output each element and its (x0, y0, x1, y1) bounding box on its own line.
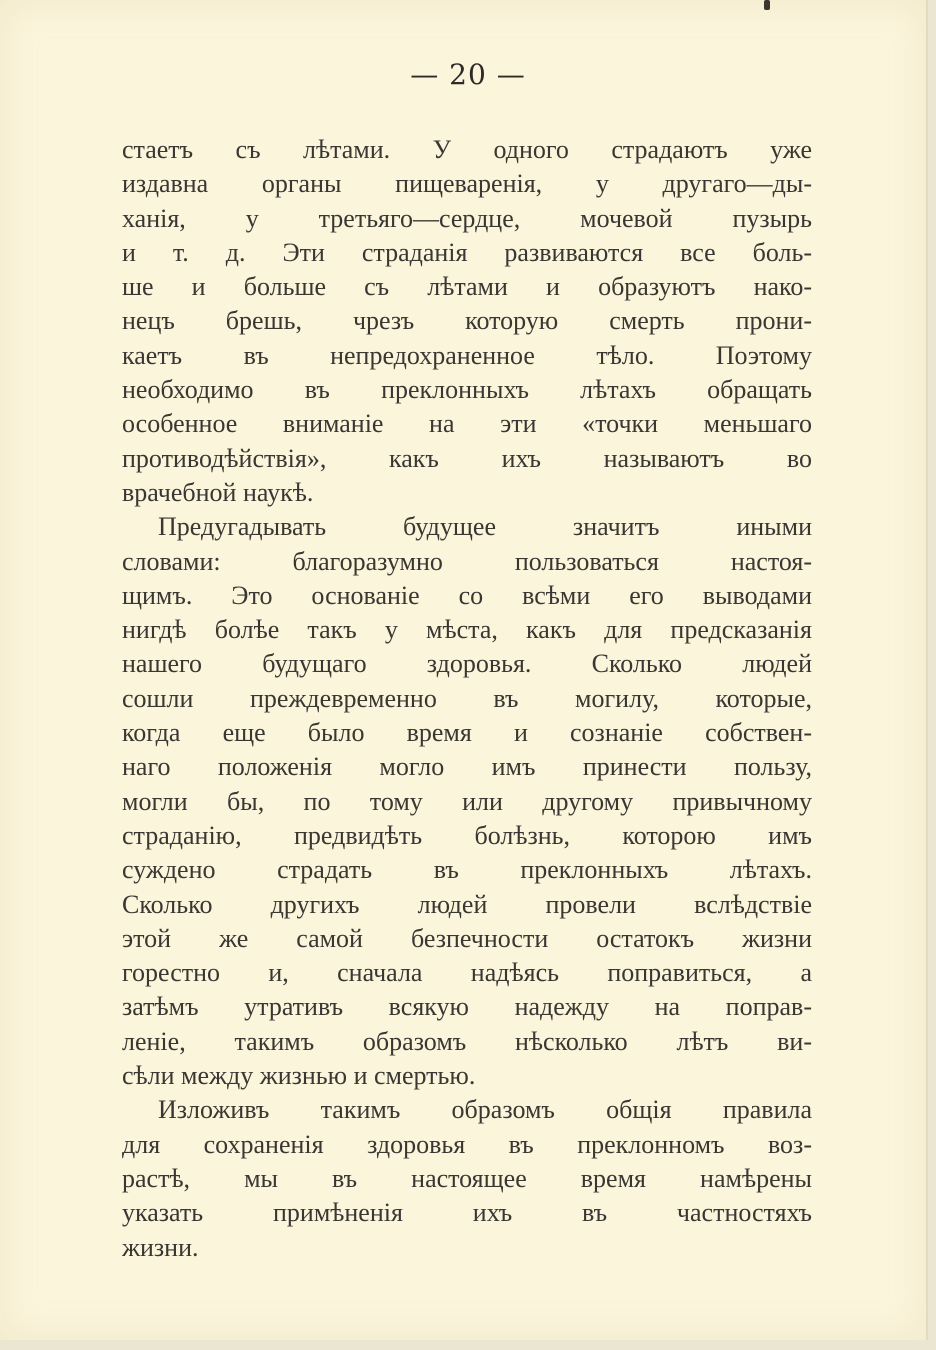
text-line: нашего будущаго здоровья. Сколько людей (122, 649, 812, 679)
text-line: каетъ въ непредохраненное тѣло. Поэтому (122, 340, 812, 370)
text-line: нецъ брешь, чрезъ которую смерть прони- (122, 306, 812, 336)
body-text (122, 133, 812, 1265)
text-line: леніе, такимъ образомъ нѣсколько лѣтъ ви- (122, 1026, 812, 1056)
text-line: ше и больше съ лѣтами и образуютъ нако- (122, 272, 812, 302)
text-line: издавна органы пищеваренія, у другаго—ды- (122, 169, 812, 199)
text-line: могли бы, по тому или другому привычному (122, 786, 812, 816)
text-line: Предугадывать будущее значитъ иными (158, 512, 812, 542)
text-line: горестно и, сначала надѣясь поправиться, а (122, 958, 812, 988)
text-line: указать примѣненія ихъ въ частностяхъ (122, 1198, 812, 1228)
text-line: особенное вниманіе на эти «точки меньшаго (122, 409, 812, 439)
text-line: растѣ, мы въ настоящее время намѣрены (122, 1163, 812, 1193)
text-line: наго положенія могло имъ принести пользу, (122, 752, 812, 782)
text-line: страданію, предвидѣть болѣзнь, которою имъ (122, 820, 812, 850)
text-line: врачебной наукѣ. (122, 477, 314, 507)
text-line: и т. д. Эти страданія развиваются все боль- (122, 237, 812, 267)
text-line: словами: благоразумно пользоваться настоя- (122, 546, 812, 576)
text-line: Сколько другихъ людей провели вслѣдствіе (122, 889, 812, 919)
text-line: сошли преждевременно въ могилу, которые, (122, 683, 812, 713)
ink-mark (764, 0, 770, 10)
text-line: необходимо въ преклонныхъ лѣтахъ обращать (122, 375, 812, 405)
text-line: нигдѣ болѣе такъ у мѣста, какъ для предсказанія (122, 615, 812, 645)
text-line: противодѣйствія», какъ ихъ называютъ во (122, 443, 812, 473)
text-line: Изложивъ такимъ образомъ общія правила (158, 1095, 812, 1125)
text-line: суждено страдать въ преклонныхъ лѣтахъ. (122, 855, 812, 885)
text-line: жизни. (122, 1232, 199, 1262)
text-line: этой же самой безпечности остатокъ жизни (122, 923, 812, 953)
text-line: ханія, у третьяго—сердце, мочевой пузырь (122, 203, 812, 233)
text-line: затѣмъ утративъ всякую надежду на поправ- (122, 992, 812, 1022)
text-line: стаетъ съ лѣтами. У одного страдаютъ уже (122, 135, 812, 164)
text-line: сѣли между жизнью и смертью. (122, 1061, 476, 1091)
page-number: — 20 — (410, 58, 526, 91)
text-line: когда еще было время и сознаніе собствен- (122, 718, 812, 748)
text-line: для сохраненія здоровья въ преклонномъ воз- (122, 1129, 812, 1159)
text-line: щимъ. Это основаніе со всѣми его выводами (122, 580, 812, 610)
